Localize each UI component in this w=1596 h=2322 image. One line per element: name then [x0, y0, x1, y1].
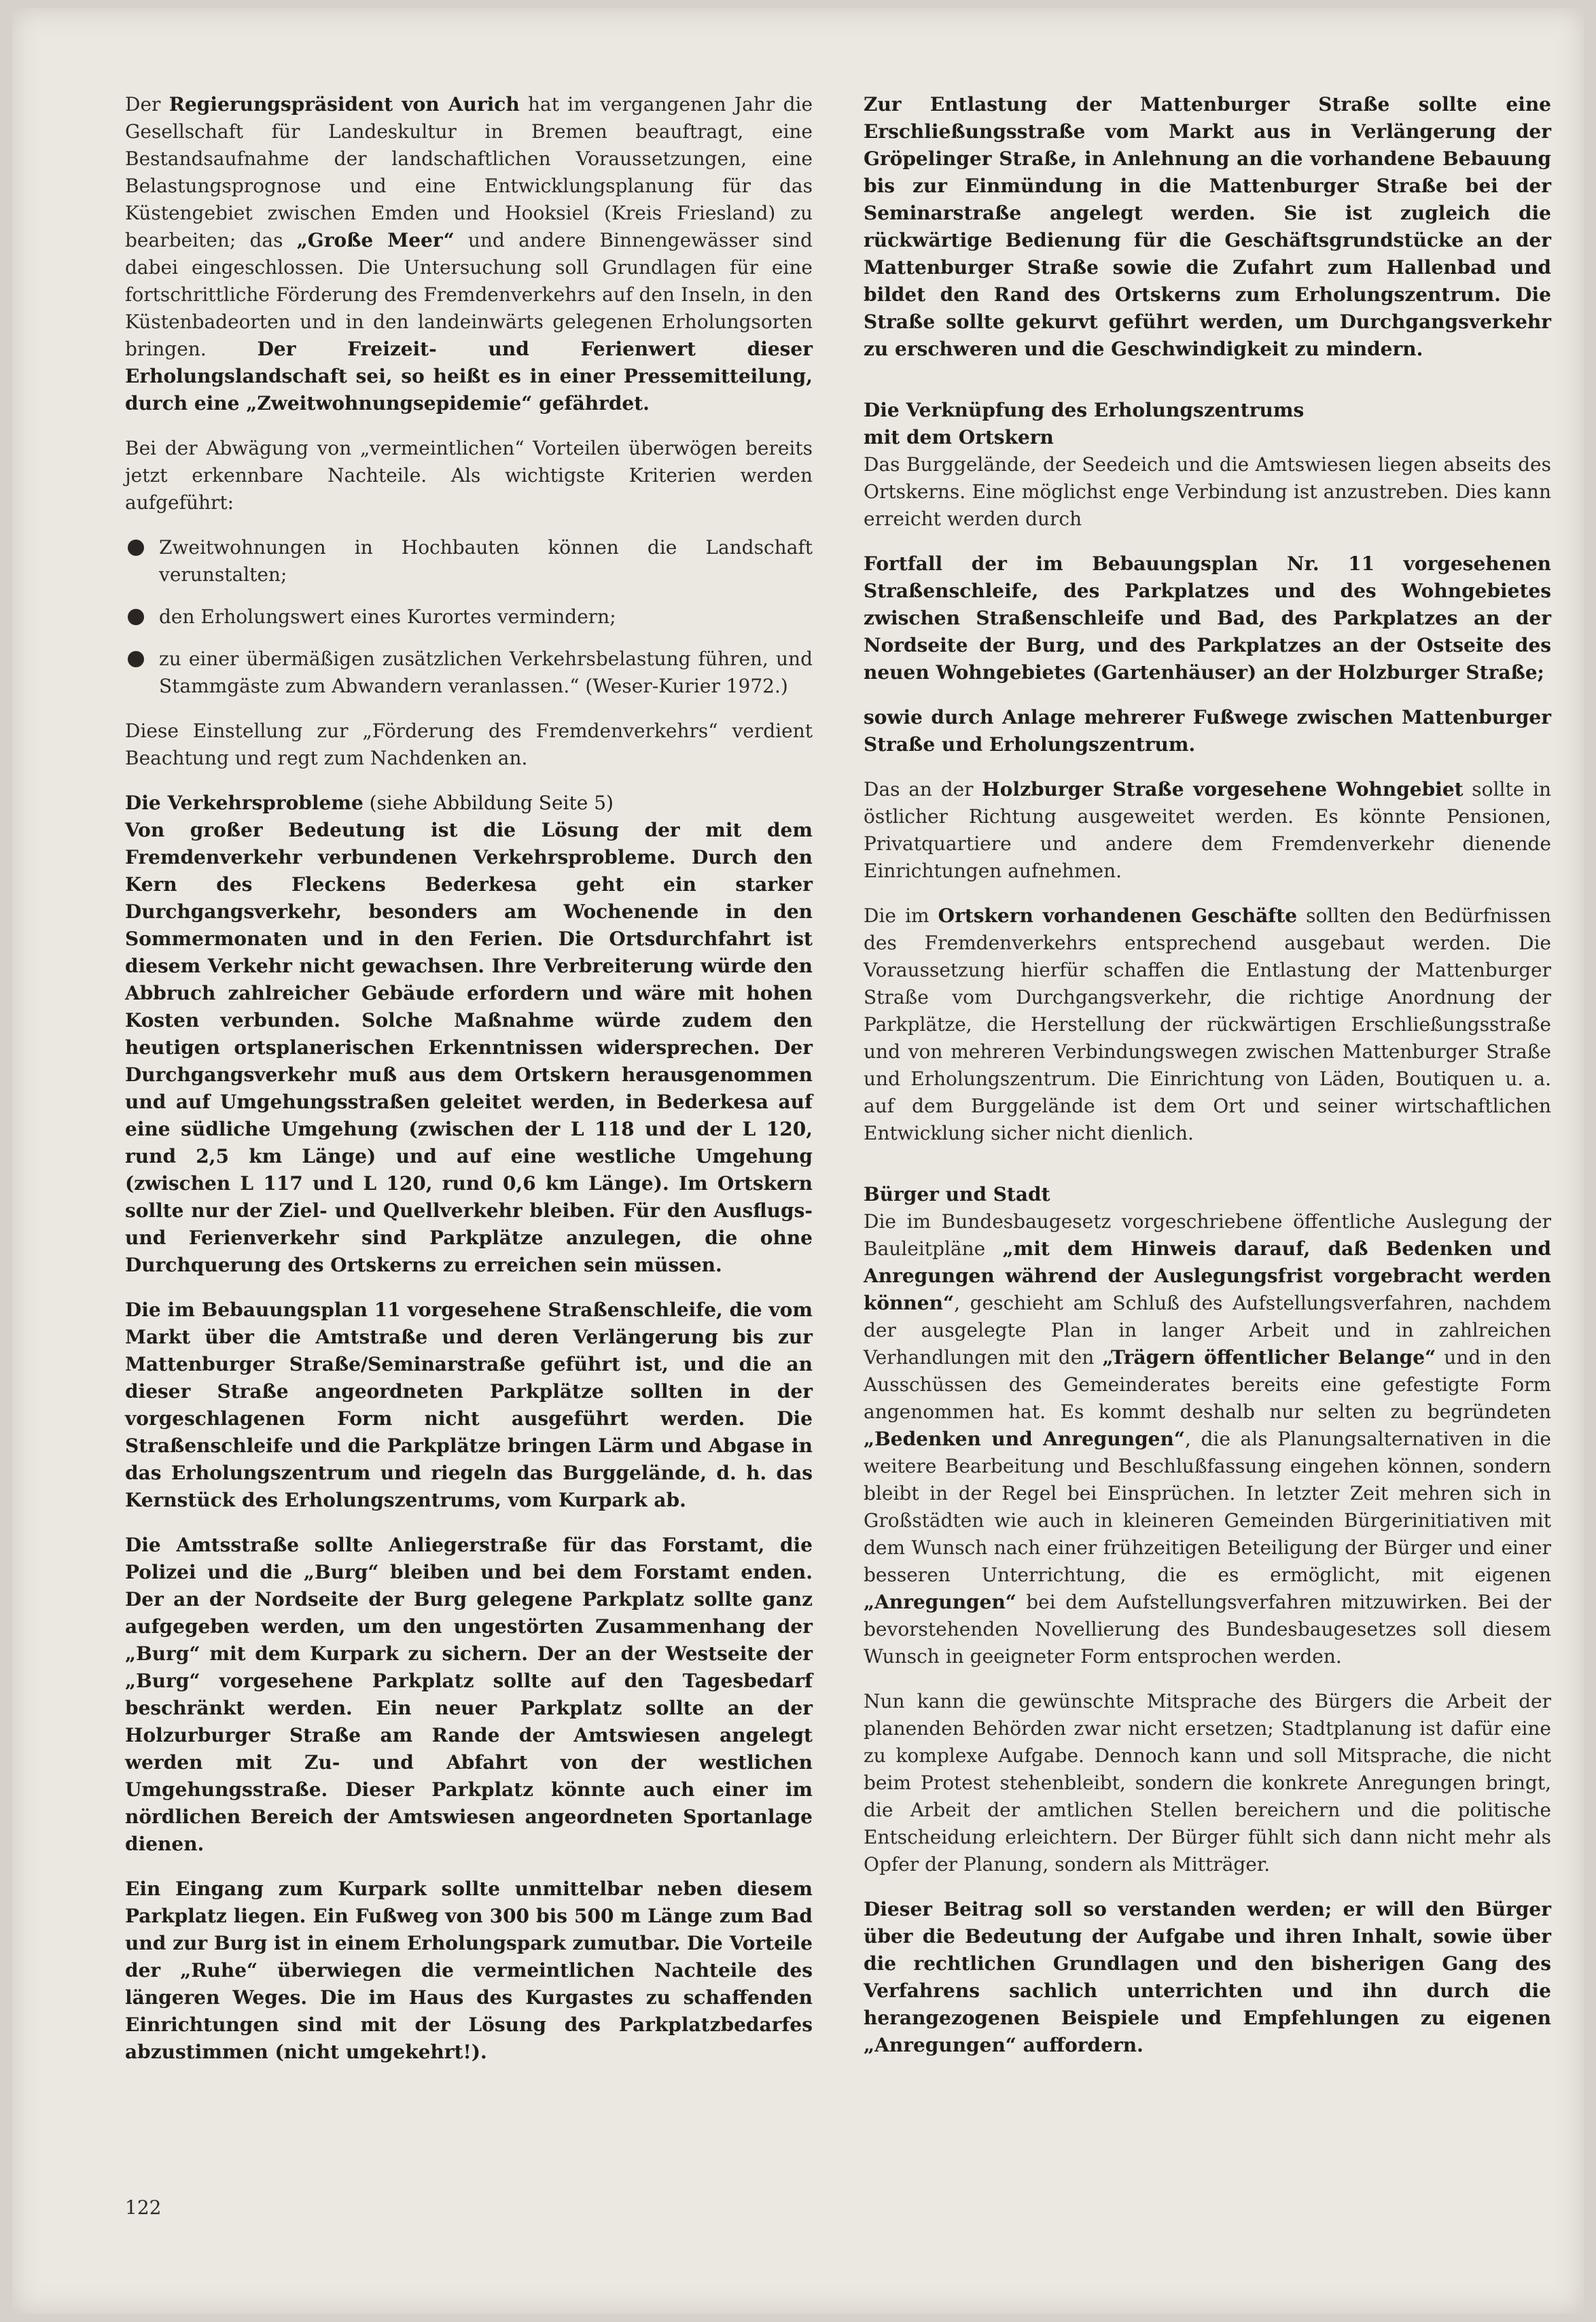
list-item-text: den Erholungswert eines Kurortes vermindern;: [159, 605, 616, 628]
text-run: sollten den Bedürfnissen des Fremdenverkehrs entsprechend ausgebaut werden. Die Voraussetzung hierfür schaffen die Entlastung der Mattenburger Straße vom Durchgangsverkehr, die richtige Anordnung der Parkplätze, die Herstellung der rückwärtigen Erschließungsstraße und von mehreren Verbindungswegen zwischen Mattenburger Straße und Erholungszentrum. Die Einrichtung von Läden, Boutiquen u. a. auf dem Burggelände ist dem Ort und seiner wirtschaftlichen Entwicklung sicher nicht dienlich.: [864, 904, 1552, 1144]
text-run-bold: Ortskern vorhandenen Geschäfte: [938, 904, 1298, 927]
text-run: bei dem Aufstellungsverfahren mitzuwirken. Bei der bevorstehenden Novellierung des Bundesbaugesetzes soll diesem Wunsch in geeigneter Form entsprochen werden.: [864, 1591, 1551, 1668]
list-item-text: Zweitwohnungen in Hochbauten können die Landschaft verunstalten;: [159, 536, 813, 586]
spacer: [864, 381, 1551, 397]
text-run-bold: „Trägern öffentlicher Belange“: [1102, 1346, 1436, 1369]
page: [12, 8, 1584, 2314]
text-run: Die im: [864, 904, 938, 927]
page-number: 122: [125, 2196, 162, 2219]
text-run: Die im Bundesbaugesetz vorgeschriebene öffentliche Auslegung der Bauleitpläne: [864, 1210, 1551, 1260]
closing-paragraph: Dieser Beitrag soll so verstanden werden; er will den Bürger über die Bedeutung der Aufgabe und ihren Inhalt, sowie über die rechtlichen Grundlagen und den bisherigen Gang des Verfahrens sachlich unterrichten und ihn durch die herangezogenen Beispiele und Empfehlungen zu eigenen „Anregungen“ auffordern.: [864, 1898, 1551, 2056]
text-run-bold: Holzburger Straße vorgesehene Wohngebiet: [982, 778, 1464, 801]
text-run-bold: „mit dem Hinweis darauf, daß Bedenken und Anregungen während der Auslegungsfrist vorgebracht werden können“: [864, 1237, 1551, 1314]
traffic-paragraph-3: Die Amtsstraße sollte Anliegerstraße für das Forstamt, die Polizei und die „Burg“ bleiben und bei dem Forstamt enden. Der an der Nordseite der Burg gelegene Parkplatz sollte ganz aufgegeben werden, um den ungestörten Zusammenhang der „Burg“ mit dem Kurpark zu sichern. Der an der Westseite der „Burg“ vorgesehene Parkplatz sollte auf den Tagesbedarf beschränkt werden. Ein neuer Parkplatz sollte an der Holzurburger Straße am Rande der Amtswiesen angelegt werden mit Zu- und Abfahrt von der westlichen Umgehungsstraße. Dieser Parkplatz könnte auch einer im nördlichen Bereich der Amtswiesen angeordneten Sportanlage dienen.: [125, 1534, 813, 1855]
heading-text: Die Verkehrsprobleme: [125, 792, 363, 814]
text-run-bold: Der Freizeit- und Ferienwert dieser Erholungslandschaft sei, so heißt es in einer Pressemitteilung, durch eine „Zweitwohnungsepidemie“ gefährdet.: [125, 338, 813, 415]
traffic-paragraph-1: Von großer Bedeutung ist die Lösung der mit dem Fremdenverkehr verbundenen Verkehrsprobleme. Durch den Kern des Fleckens Bederkesa geht ein starker Durchgangsverkehr, besonders am Wochenende in den Sommermonaten und in den Ferien. Die Ortsdurchfahrt ist diesem Verkehr nicht gewachsen. Ihre Verbreiterung würde den Abbruch zahlreicher Gebäude erfordern und wäre mit hohen Kosten verbunden. Solche Maßnahme würde zudem den heutigen ortsplanerischen Erkenntnissen widersprechen. Der Durchgangsverkehr muß aus dem Ortskern herausgenommen und auf Umgehungsstraßen geleitet werden, in Bederkesa auf eine südliche Umgehung (zwischen der L 118 und der L 120, rund 2,5 km Länge) und auf eine westliche Umgehung (zwischen L 117 und L 120, rund 0,6 km Länge). Im Ortskern sollte nur der Ziel- und Quellverkehr bleiben. Für den Ausflugs- und Ferienverkehr sind Parkplätze anzulegen, die ohne Durchquerung des Ortskerns zu erreichen sein müssen.: [125, 819, 813, 1276]
text-run: , geschieht am Schluß des Aufstellungsverfahren, nachdem der ausgelegte Plan in langer Arbeit und in zahlreichen Verhandlungen mit den: [864, 1292, 1551, 1369]
text-run-bold: „Bedenken und Anregungen“: [864, 1428, 1185, 1450]
text-run: und andere Binnengewässer sind dabei eingeschlossen. Die Untersuchung soll Grundlagen für eine fortschrittliche Förderung des Fremdenverkehrs auf den Inseln, in den Küstenbadeorten und in den landeinwärts gelegenen Erholungsorten bringen.: [125, 229, 813, 360]
traffic-paragraph-2: Die im Bebauungsplan 11 vorgesehene Straßenschleife, die vom Markt über die Amtstraße und deren Verlängerung bis zur Mattenburger Straße/Seminarstraße geführt ist, und die an dieser Straße angeordneten Parkplätze sollten in der vorgeschlagenen Form nicht ausgeführt werden. Die Straßenschleife und die Parkplätze bringen Lärm und Abgase in das Erholungszentrum und riegeln das Burggelände, d. h. das Kernstück des Erholungszentrums, vom Kurpark ab.: [125, 1299, 813, 1511]
list-item: [125, 646, 813, 700]
text-run-bold: Regierungspräsident von Aurich: [169, 93, 520, 116]
citizen-paragraph-2: Nun kann die gewünschte Mitsprache des Bürgers die Arbeit der planenden Behörden zwar nicht ersetzen; Stadtplanung ist dafür eine zu komplexe Aufgabe. Dennoch kann und soll Mitsprache, die nicht beim Protest stehenbleibt, sondern die konkrete Anregungen bringt, die Arbeit der amtlichen Stellen bereichern und die politische Entscheidung erleichtern. Der Bürger fühlt sich dann nicht mehr als Opfer der Planung, sondern als Mitträger.: [864, 1690, 1551, 1876]
heading-text: Die Verknüpfung des Erholungszentrums: [864, 399, 1305, 421]
section-heading-connection: [864, 397, 1551, 451]
right-column: [864, 91, 1551, 2077]
bullet-icon: [128, 651, 144, 667]
text-run: sollte in östlicher Richtung ausgeweitet werden. Es könnte Pensionen, Privatquartiere und andere dem Fremdenverkehr dienende Einrichtungen aufnehmen.: [864, 778, 1551, 882]
list-item: [125, 534, 813, 588]
text-run: Der: [125, 93, 169, 116]
text-run: , die als Planungsalternativen in die weitere Bearbeitung und Beschlußfassung eingehen können, sondern bleibt in der Regel bei Einsprüchen. In letzter Zeit mehren sich in Großstädten wie auch in kleineren Gemeinden Bürgerinitiativen mit dem Wunsch nach einer frühzeitigen Beteiligung der Bürger und einer besseren Unterrichtung, die es ermöglicht, mit eigenen: [864, 1428, 1551, 1586]
criteria-intro-paragraph: Bei der Abwägung von „vermeintlichen“ Vorteilen überwögen bereits jetzt erkennbare Nachteile. Als wichtigste Kriterien werden aufgeführt:: [125, 437, 813, 514]
section-heading-traffic: [125, 790, 813, 817]
list-item-text: zu einer übermäßigen zusätzlichen Verkehrsbelastung führen, und Stammgäste zum Abwandern veranlassen.“ (Weser-Kurier 1972.): [159, 648, 813, 697]
text-run-bold: „Anregungen“: [864, 1591, 1016, 1613]
attitude-paragraph: Diese Einstellung zur „Förderung des Fremdenverkehrs“ verdient Beachtung und regt zum Nachdenken an.: [125, 720, 813, 769]
section-heading-citizen: Bürger und Stadt: [864, 1183, 1050, 1206]
heading-text: mit dem Ortskern: [864, 426, 1054, 448]
text-run-bold: „Große Meer“: [296, 229, 455, 251]
residential-paragraph: [864, 776, 1551, 885]
removal-paragraph: Fortfall der im Bebauungsplan Nr. 11 vorgesehenen Straßenschleife, des Parkplatzes und des Wohngebietes zwischen Straßenschleife und Bad, des Parkplatzes an der Nordseite der Burg, und des Parkplatzes an der Ostseite des neuen Wohngebietes (Gartenhäuser) an der Holzburger Straße;: [864, 552, 1551, 684]
shops-paragraph: [864, 902, 1551, 1147]
heading-subtext: (siehe Abbildung Seite 5): [363, 792, 614, 814]
traffic-paragraph-4: Ein Eingang zum Kurpark sollte unmittelbar neben diesem Parkplatz liegen. Ein Fußweg von 300 bis 500 m Länge zum Bad und zur Burg ist in einem Erholungspark zumutbar. Die Vorteile der „Ruhe“ überwiegen die vermeintlichen Nachteile des längeren Weges. Die im Haus des Kurgastes zu schaffenden Einrichtungen sind mit der Lösung des Parkplatzbedarfes abzustimmen (nicht umgekehrt!).: [125, 1878, 813, 2063]
text-run: Das an der: [864, 778, 982, 801]
criteria-list: [125, 534, 813, 700]
footpath-paragraph: sowie durch Anlage mehrerer Fußwege zwischen Mattenburger Straße und Erholungszentrum.: [864, 706, 1551, 756]
citizen-paragraph-1: [864, 1208, 1551, 1670]
bullet-icon: [128, 540, 144, 556]
bullet-icon: [128, 609, 144, 625]
connection-paragraph: Das Burggelände, der Seedeich und die Amtswiesen liegen abseits des Ortskerns. Eine möglichst enge Verbindung ist anzustreben. Dies kann erreicht werden durch: [864, 453, 1551, 530]
intro-paragraph: [125, 91, 813, 417]
list-item: [125, 603, 813, 631]
spacer: [864, 1165, 1551, 1181]
left-column: [125, 91, 813, 2083]
relief-road-paragraph: Zur Entlastung der Mattenburger Straße sollte eine Erschließungsstraße vom Markt aus in Verlängerung der Gröpelinger Straße, in Anlehnung an die vorhandene Bebauung bis zur Einmündung in die Mattenburger Straße bei der Seminarstraße angelegt werden. Sie ist zugleich die rückwärtige Bedienung für die Geschäftsgrundstücke an der Mattenburger Straße sowie die Zufahrt zum Hallenbad und bildet den Rand des Ortskerns zum Erholungszentrum. Die Straße sollte gekurvt geführt werden, um Durchgangsverkehr zu erschweren und die Geschwindigkeit zu mindern.: [864, 93, 1551, 360]
text-run: hat im vergangenen Jahr die Gesellschaft für Landeskultur in Bremen beauftragt, eine Bestandsaufnahme der landschaftlichen Voraussetzungen, eine Belastungsprognose und eine Entwicklungsplanung für das Küstengebiet zwischen Emden und Hooksiel (Kreis Friesland) zu bearbeiten; das: [125, 93, 813, 251]
text-run: und in den Ausschüssen des Gemeinderates bereits eine gefestigte Form angenommen hat. Es kommt deshalb nur selten zu begründeten: [864, 1346, 1552, 1423]
